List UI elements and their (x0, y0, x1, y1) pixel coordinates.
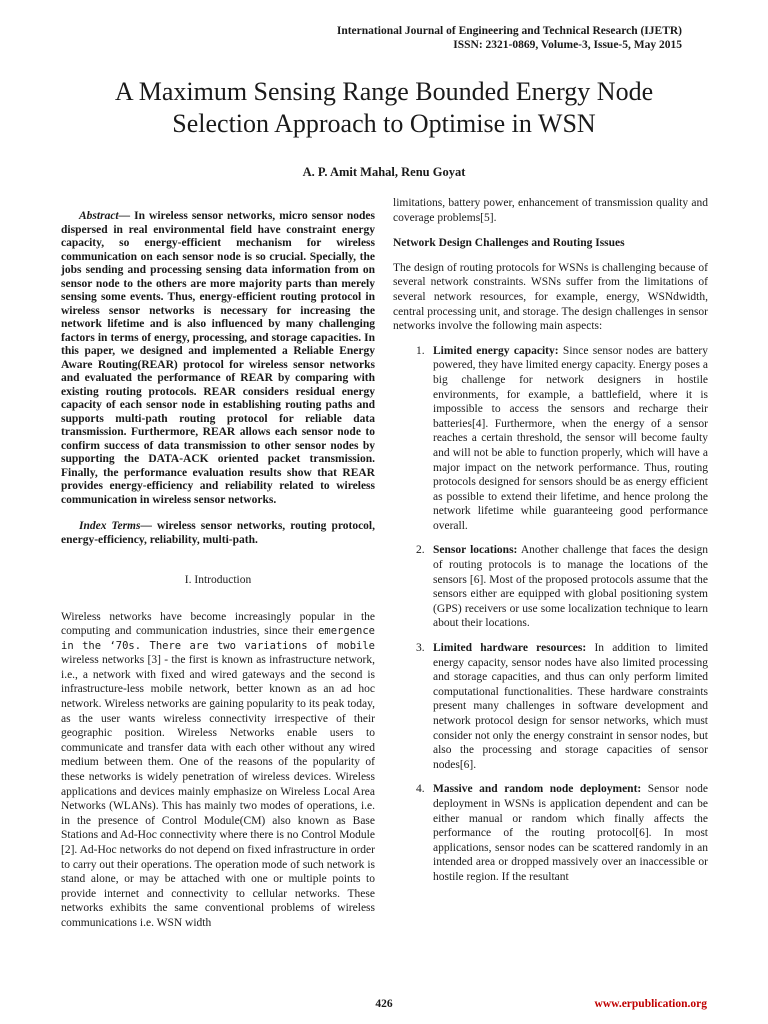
list-number: 1. (416, 344, 425, 357)
journal-issn: ISSN: 2321-0869, Volume-3, Issue-5, May 2015 (453, 39, 682, 51)
introduction-paragraph (61, 610, 375, 931)
intro-text-2: wireless networks [3] - the first is known as infrastructure network, i.e., a network with fixed and wired gateways and the second is infrastructure-less mobile network, better known as an ad hoc network. Wireless networks are gaining popularity to its peak today, as the user wants wireless connectivity irrespective of their geographic position. Wireless Networks enable users to communicate and transfer data with each other without any wired medium between them. One of the reasons of the popularity of these networks is widely penetration of wireless devices. Wireless applications and devices mainly emphasize on Wireless Local Area Networks (WLANs). This has mainly two modes of operations, i.e. in the presence of Control Module(CM) also known as Base Stations and Ad-Hoc connectivity where there is no Control Module [2]. Ad-Hoc networks do not depend on fixed infrastructure in order to carry out their operations. The operation mode of such network is stand alone, or may be attached with one or multiple points to provide internet and connectivity to cellular networks. These networks exhibits the same conventional problems of wireless communications i.e. WSN width (61, 654, 375, 929)
list-item-text: Sensor node deployment in WSNs is application dependent and can be either manual or random which finally affects the performance of the routing protocol[6]. In most applications, sensor nodes can be scattered randomly in an intended area or dropped massively over an inaccessible or hostile region. If the resultant (433, 783, 708, 883)
title-line-1: A Maximum Sensing Range Bounded Energy Node (114, 77, 654, 106)
paper-title (40, 76, 728, 140)
authors: A. P. Amit Mahal, Renu Goyat (302, 165, 466, 179)
abstract-lead: Abstract— (79, 210, 131, 222)
abstract-text: In wireless sensor networks, micro sensor nodes dispersed in real environmental field have constraint energy capacity, so energy-efficient mechanism for wireless communication on each sensor node is so crucial. Specially, the jobs sending and processing sensing data information from on sensor node to the others are more majority parts than merely sensing some events. Thus, energy-efficient routing protocol in wireless sensor networks is necessary for increasing the network lifetime and is also influenced by many challenging factors in terms of energy, processing, and storage capacities. In this paper, we designed and implemented a Reliable Energy Aware Routing(REAR) protocol for wireless sensor networks and evaluated the performance of REAR by comparing with existing routing protocols. REAR considers residual energy capacity of each sensor node in establishing routing paths and supports multi-path routing protocol for reliable data transmission. Furthermore, REAR allows each sensor node to confirm success of data transmission to other sensor nodes by supporting the DATA-ACK oriented packet transmission. Finally, the performance evaluation results show that REAR provides energy-efficiency and reliability related to wireless communication in wireless sensor networks. (61, 210, 375, 506)
index-terms-text: wireless sensor networks, routing protocol, energy-efficiency, reliability, multi-path. (61, 520, 375, 546)
list-item-text: Another challenge that faces the design of routing protocols is to manage the locations of the sensors [6]. Most of the proposed protocols assume that the sensors either are equipped with global positioning system (GPS) receivers or use some localization technique to learn about their locations. (433, 544, 708, 630)
abstract (61, 210, 375, 507)
list-number: 4. (416, 783, 425, 796)
design-paragraph: The design of routing protocols for WSNs is challenging because of several network constraints. WSNs suffer from the limitations of several network resources, for example, energy, WSNdwidth, central processing unit, and storage. The design challenges in sensor networks involve the following main aspects: (393, 261, 708, 333)
list-item (393, 782, 708, 884)
intro-text-1: Wireless networks have become increasingly popular in the computing and communication industries, since their (61, 610, 375, 638)
list-item-heading: Sensor locations: (433, 544, 518, 557)
list-item (393, 344, 708, 534)
publisher-website[interactable]: www.erpublication.org (594, 998, 707, 1010)
list-number: 2. (416, 544, 425, 557)
journal-name: International Journal of Engineering and Technical Research (IJETR) (336, 25, 682, 37)
continued-paragraph: limitations, battery power, enhancement of transmission quality and coverage problems[5]. (393, 197, 708, 224)
list-item-text: Since sensor nodes are battery powered, they have limited energy capacity. Energy poses a big challenge for network designers in hostile environments, for example, a battlefield, where it is impossible to access the sensors and recharge their batteries[4]. Furthermore, when the energy of a sensor reaches a certain threshold, the sensor will become faulty and will not be able to function properly, which will have a major impact on the network performance. Thus, routing protocols designed for sensors should be as energy efficient as possible to extend their lifetime, and hence prolong the network lifetime while guaranteeing good performance overall. (433, 344, 709, 532)
list-item-heading: Limited hardware resources: (433, 642, 587, 655)
title-line-2: Selection Approach to Optimise in WSN (172, 109, 596, 138)
journal-header (337, 24, 682, 52)
index-terms-lead: Index Terms— (79, 520, 152, 532)
list-item (393, 543, 708, 631)
index-terms (61, 520, 375, 547)
challenge-list (393, 344, 708, 885)
intro-text-mono: emergence in the ‘70s. There are two variations of mobile (61, 625, 375, 652)
list-item-heading: Limited energy capacity: (433, 344, 559, 357)
list-item (393, 641, 708, 772)
page-number: 426 (375, 998, 393, 1010)
left-column (61, 210, 375, 931)
subsection-heading: Network Design Challenges and Routing Issues (393, 237, 625, 250)
section-heading-introduction: I. Introduction (184, 574, 252, 586)
list-item-text: In addition to limited energy capacity, sensor nodes have also limited processing and storage capacities, and thus can only perform limited computational functionalities. These hardware constraints present many challenges in software development and network protocol design for sensor networks, which must consider not only the energy constraint in sensor nodes, but also the processing and storage capacities of sensor nodes[6]. (433, 642, 708, 771)
right-column (393, 196, 708, 885)
list-number: 3. (416, 642, 425, 655)
list-item-heading: Massive and random node deployment: (433, 783, 642, 796)
